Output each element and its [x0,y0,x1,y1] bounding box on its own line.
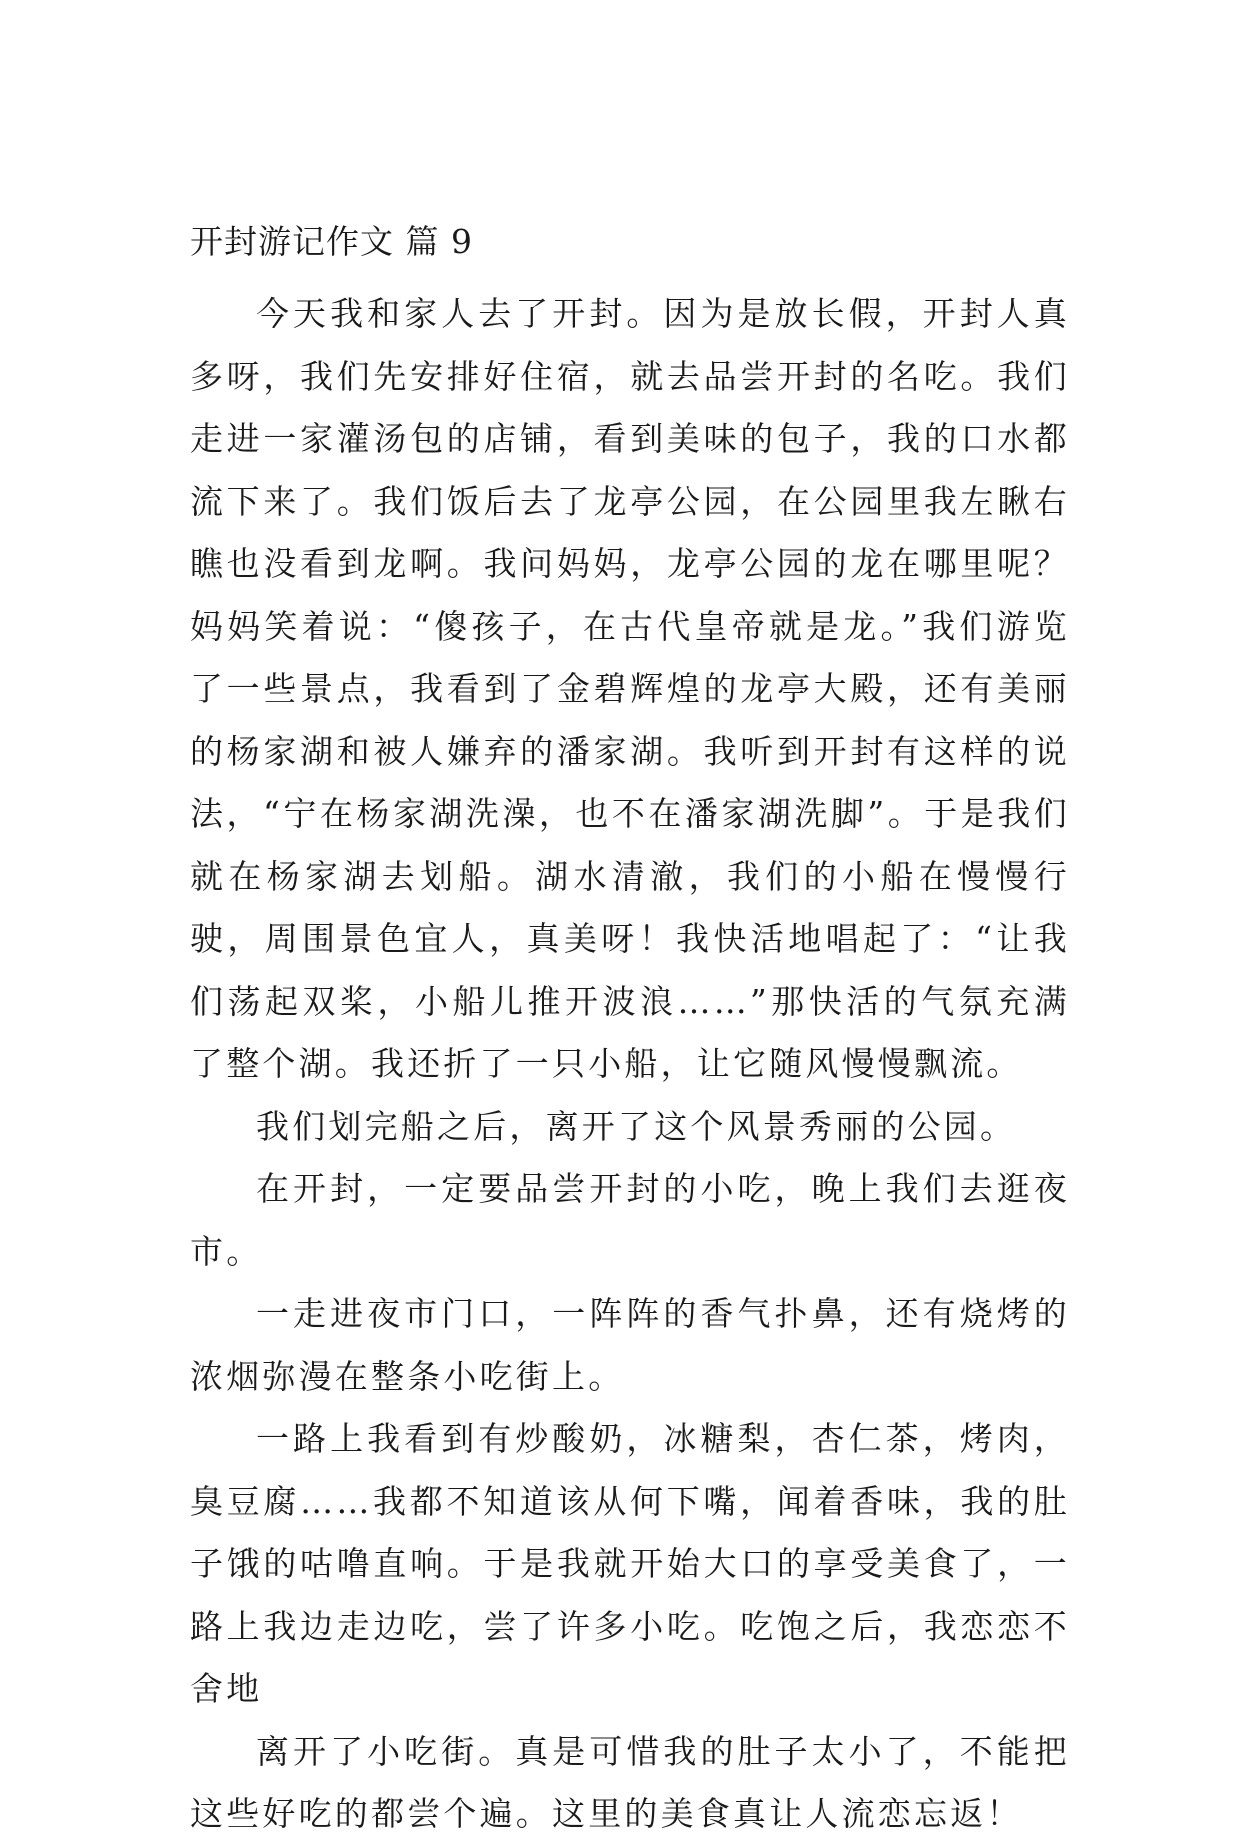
paragraph-5: 一路上我看到有炒酸奶，冰糖梨，杏仁茶，烤肉，臭豆腐……我都不知道该从何下嘴，闻着香味，我的肚子饿的咕噜直响。于是我就开始大口的享受美食了，一路上我边走边吃，尝了许多小吃。吃饱之后，我恋恋不舍地 [190,1419,1070,1708]
article-title: 开封游记作文 篇 9 [190,222,473,261]
paragraph-3: 在开封，一定要品尝开封的小吃，晚上我们去逛夜市。 [190,1169,1070,1271]
article-body [190,222,1070,1846]
paragraph-6: 离开了小吃街。真是可惜我的肚子太小了，不能把这些好吃的都尝个遍。这里的美食真让人流恋忘返！ [190,1731,1070,1833]
paragraph-1: 今天我和家人去了开封。因为是放长假，开封人真多呀，我们先安排好住宿，就去品尝开封的名吃。我们走进一家灌汤包的店铺，看到美味的包子，我的口水都流下来了。我们饭后去了龙亭公园，在公园里我左瞅右瞧也没看到龙啊。我问妈妈，龙亭公园的龙在哪里呢？妈妈笑着说：“傻孩子，在古代皇帝就是龙。”我们游览了一些景点，我看到了金碧辉煌的龙亭大殿，还有美丽的杨家湖和被人嫌弃的潘家湖。我听到开封有这样的说法，“宁在杨家湖洗澡，也不在潘家湖洗脚”。于是我们就在杨家湖去划船。湖水清澈，我们的小船在慢慢行驶，周围景色宜人，真美呀！我快活地唱起了：“让我们荡起双桨，小船儿推开波浪……”那快活的气氛充满了整个湖。我还折了一只小船，让它随风慢慢飘流。 [190,294,1070,1083]
paragraph-2: 我们划完船之后，离开了这个风景秀丽的公园。 [256,1106,1017,1146]
paragraph-4: 一走进夜市门口，一阵阵的香气扑鼻，还有烧烤的浓烟弥漫在整条小吃街上。 [190,1294,1070,1396]
